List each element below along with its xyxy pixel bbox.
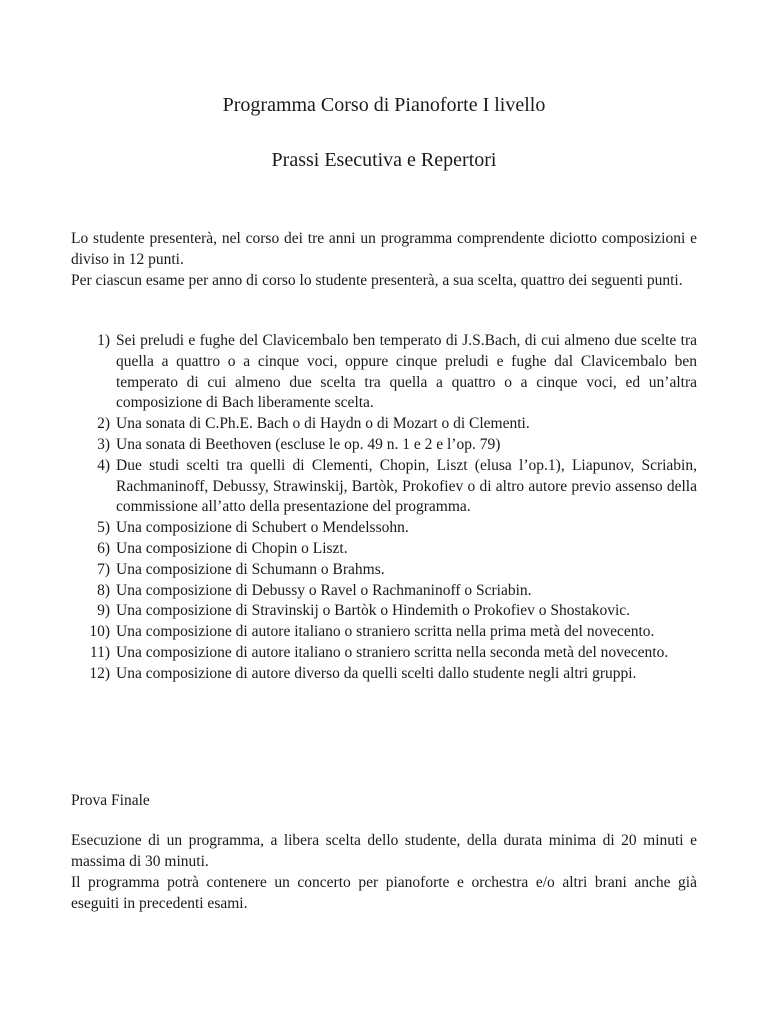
list-item-number: 7) bbox=[97, 560, 110, 578]
list-item bbox=[71, 331, 697, 414]
list-item-number: 6) bbox=[97, 539, 110, 557]
list-item-number: 3) bbox=[97, 435, 110, 453]
list-item-text: Sei preludi e fughe del Clavicembalo ben temperato di J.S.Bach, di cui almeno due scelte tra quella a quattro o a cinque voci, oppure cinque preludi e fughe dal Clavicembalo ben temperato di cui almeno due scelta tra quella a quattro o a cinque voci, ed un’altra composizione di Bach liberamente scelta. bbox=[116, 332, 697, 412]
list-item bbox=[71, 643, 697, 664]
list-item-text: Una composizione di Chopin o Liszt. bbox=[116, 539, 348, 557]
intro-section bbox=[71, 228, 697, 291]
list-item-text: Una composizione di Schubert o Mendelssohn. bbox=[116, 519, 409, 537]
list-item-text: Due studi scelti tra quelli di Clementi, Chopin, Liszt (elusa l’op.1), Liapunov, Scriabin, Rachmaninoff, Debussy, Strawinskij, Bartòk, Prokofiev o di altro autore previo assenso della commissione all’atto della presentazione del programma. bbox=[116, 456, 697, 516]
list-item-text: Una composizione di autore italiano o straniero scritta nella seconda metà del novecento. bbox=[116, 643, 669, 661]
list-item-text: Una composizione di autore italiano o straniero scritta nella prima metà del novecento. bbox=[116, 623, 655, 641]
list-item bbox=[71, 664, 697, 685]
list-item-text: Una composizione di Debussy o Ravel o Rachmaninoff o Scriabin. bbox=[116, 581, 532, 599]
list-item-number: 1) bbox=[97, 332, 110, 349]
list-item-text: Una composizione di autore diverso da quelli scelti dallo studente negli altri gruppi. bbox=[116, 664, 637, 682]
document-subtitle: Prassi Esecutiva e Repertori bbox=[271, 149, 497, 171]
list-item-number: 11) bbox=[89, 643, 110, 661]
list-item bbox=[71, 560, 697, 581]
final-paragraph: Il programma potrà contenere un concerto per pianoforte e orchestra e/o altri brani anche già eseguiti in precedenti esami. bbox=[71, 874, 697, 912]
list-item bbox=[71, 539, 697, 560]
program-list bbox=[71, 331, 697, 685]
list-item-text: Una composizione di Schumann o Brahms. bbox=[116, 560, 385, 578]
list-item bbox=[71, 518, 697, 539]
final-paragraph: Esecuzione di un programma, a libera scelta dello studente, della durata minima di 20 minuti e massima di 30 minuti. bbox=[71, 832, 697, 870]
list-item-number: 4) bbox=[97, 456, 110, 474]
list-item-number: 8) bbox=[97, 581, 110, 599]
list-item-text: Una composizione di Stravinskij o Bartòk o Hindemith o Prokofiev o Shostakovic. bbox=[116, 602, 631, 620]
document-title: Programma Corso di Pianoforte I livello bbox=[222, 94, 546, 116]
intro-paragraph: Per ciascun esame per anno di corso lo studente presenterà, a sua scelta, quattro dei seguenti punti. bbox=[71, 272, 683, 289]
list-item bbox=[71, 622, 697, 643]
list-item-number: 12) bbox=[89, 664, 110, 682]
list-item-number: 10) bbox=[89, 623, 110, 641]
intro-paragraph: Lo studente presenterà, nel corso dei tre anni un programma comprendente diciotto composizioni e diviso in 12 punti. bbox=[71, 230, 697, 268]
list-item bbox=[71, 414, 697, 435]
final-exam-section bbox=[71, 830, 697, 914]
list-item bbox=[71, 601, 697, 622]
list-item bbox=[71, 456, 697, 518]
list-item bbox=[71, 581, 697, 602]
list-item-number: 5) bbox=[97, 519, 110, 537]
list-item-text: Una sonata di Beethoven (escluse le op. 49 n. 1 e 2 e l’op. 79) bbox=[116, 435, 501, 453]
list-item-text: Una sonata di C.Ph.E. Bach o di Haydn o di Mozart o di Clementi. bbox=[116, 415, 530, 433]
final-exam-heading: Prova Finale bbox=[71, 792, 150, 809]
list-item bbox=[71, 435, 697, 456]
list-item-number: 2) bbox=[97, 415, 110, 433]
list-item-number: 9) bbox=[97, 602, 110, 620]
